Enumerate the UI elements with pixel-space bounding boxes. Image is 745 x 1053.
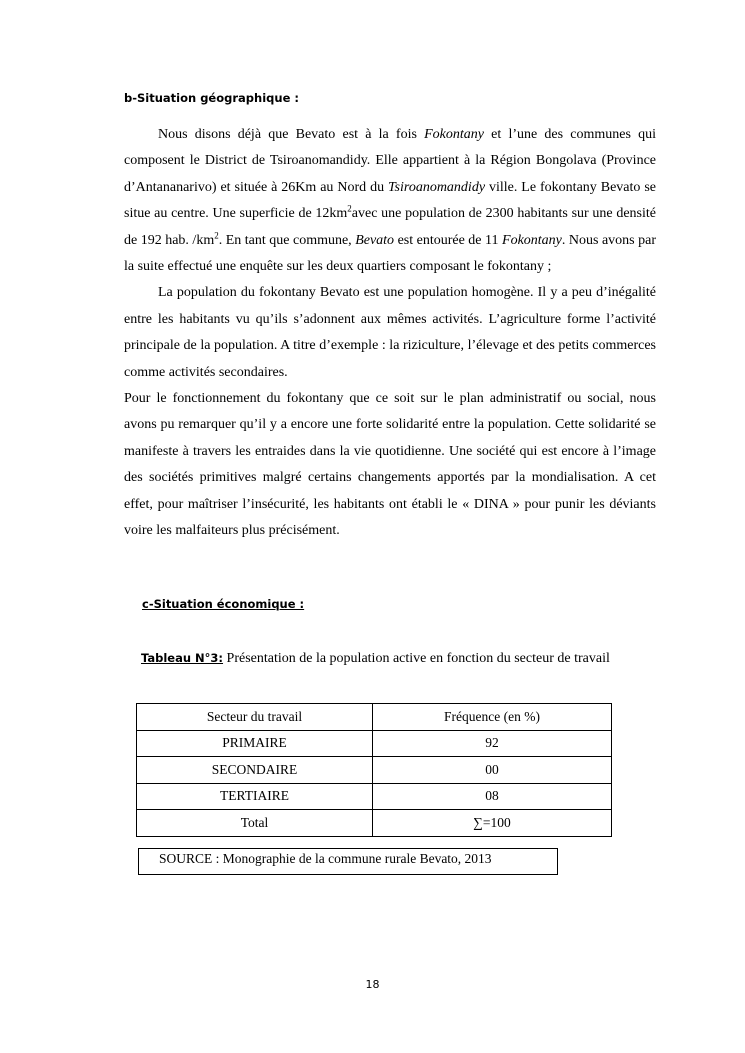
text-run: Nous disons déjà que Bevato est à la fois [158,127,425,142]
text-run: . En tant que commune, [218,232,356,248]
paragraph-solidarity: Pour le fonctionnement du fokontany que ce soit sur le plan administratif ou social, nous avons pu remarquer qu’il y a encore une forte solidarité entre la population. Cette solidarité se manifeste à travers les entraides dans la vie quotidienne. Une société qui est encore à l’image des sociétés primitives malgré certains changements apportés par la mondialisation. A cet effet, pour maîtriser l’insécurité, les habitants ont établi le « DINA » pour punir les déviants voire les malfaiteurs plus précisément. [124,391,656,539]
text-run: ville. Le fokontany Bevato se situe au centre. Une superficie de 12km [124,179,656,222]
cell-sector: SECONDAIRE [137,757,373,784]
table-row [137,757,612,784]
table-header-row [137,704,612,731]
table-source: SOURCE : Monographie de la commune rurale Bevato, 2013 [138,848,558,875]
italic-text: Bevato [355,232,395,248]
table-caption-label: Tableau N°3: [141,651,224,665]
section-b-body [124,122,656,545]
superscript: 2 [347,203,352,214]
table-row [137,810,612,837]
cell-sector: Total [137,810,373,837]
section-b-title: b-Situation géographique : [124,91,299,105]
italic-text: Fokontany [502,232,562,248]
page-number: 18 [365,978,380,991]
italic-text: Tsiroanomandidy [388,179,486,195]
italic-text: Fokontany [424,127,484,142]
header-frequency: Fréquence (en %) [373,704,612,731]
cell-frequency: ∑=100 [373,810,612,837]
table-caption [141,651,610,667]
cell-frequency: 92 [373,730,612,757]
table-row [137,783,612,810]
text-run: avec une population de 2300 habitants sur une densité de 192 hab. /km [124,206,656,248]
workforce-table [136,703,612,837]
superscript: 2 [214,229,219,240]
header-sector: Secteur du travail [137,704,373,731]
paragraph-location [124,122,656,280]
cell-frequency: 00 [373,757,612,784]
paragraph-population: La population du fokontany Bevato est une population homogène. Il y a peu d’inégalité entre les habitants vu qu’ils s’adonnent aux mêmes activités. L’agriculture forme l’activité principale de la population. A titre d’exemple : la riziculture, l’élevage et des petits commerces comme activités secondaires. [124,285,656,380]
text-run: . Nous avons par la suite effectué une enquête sur les deux quartiers composant le fokontany ; [124,232,656,275]
text-run: et l’une des communes qui composent le District de Tsiroanomandidy. Elle appartient à la Région Bongolava (Province d’Antananarivo) et située à 26Km au Nord du [124,127,657,195]
cell-frequency: 08 [373,783,612,810]
table-row [137,730,612,757]
cell-sector: PRIMAIRE [137,730,373,757]
table-caption-text: Présentation de la population active en fonction du secteur de travail [223,651,610,666]
text-run: est entourée de 11 [394,232,503,248]
section-c-title: c-Situation économique : [142,597,305,611]
cell-sector: TERTIAIRE [137,783,373,810]
